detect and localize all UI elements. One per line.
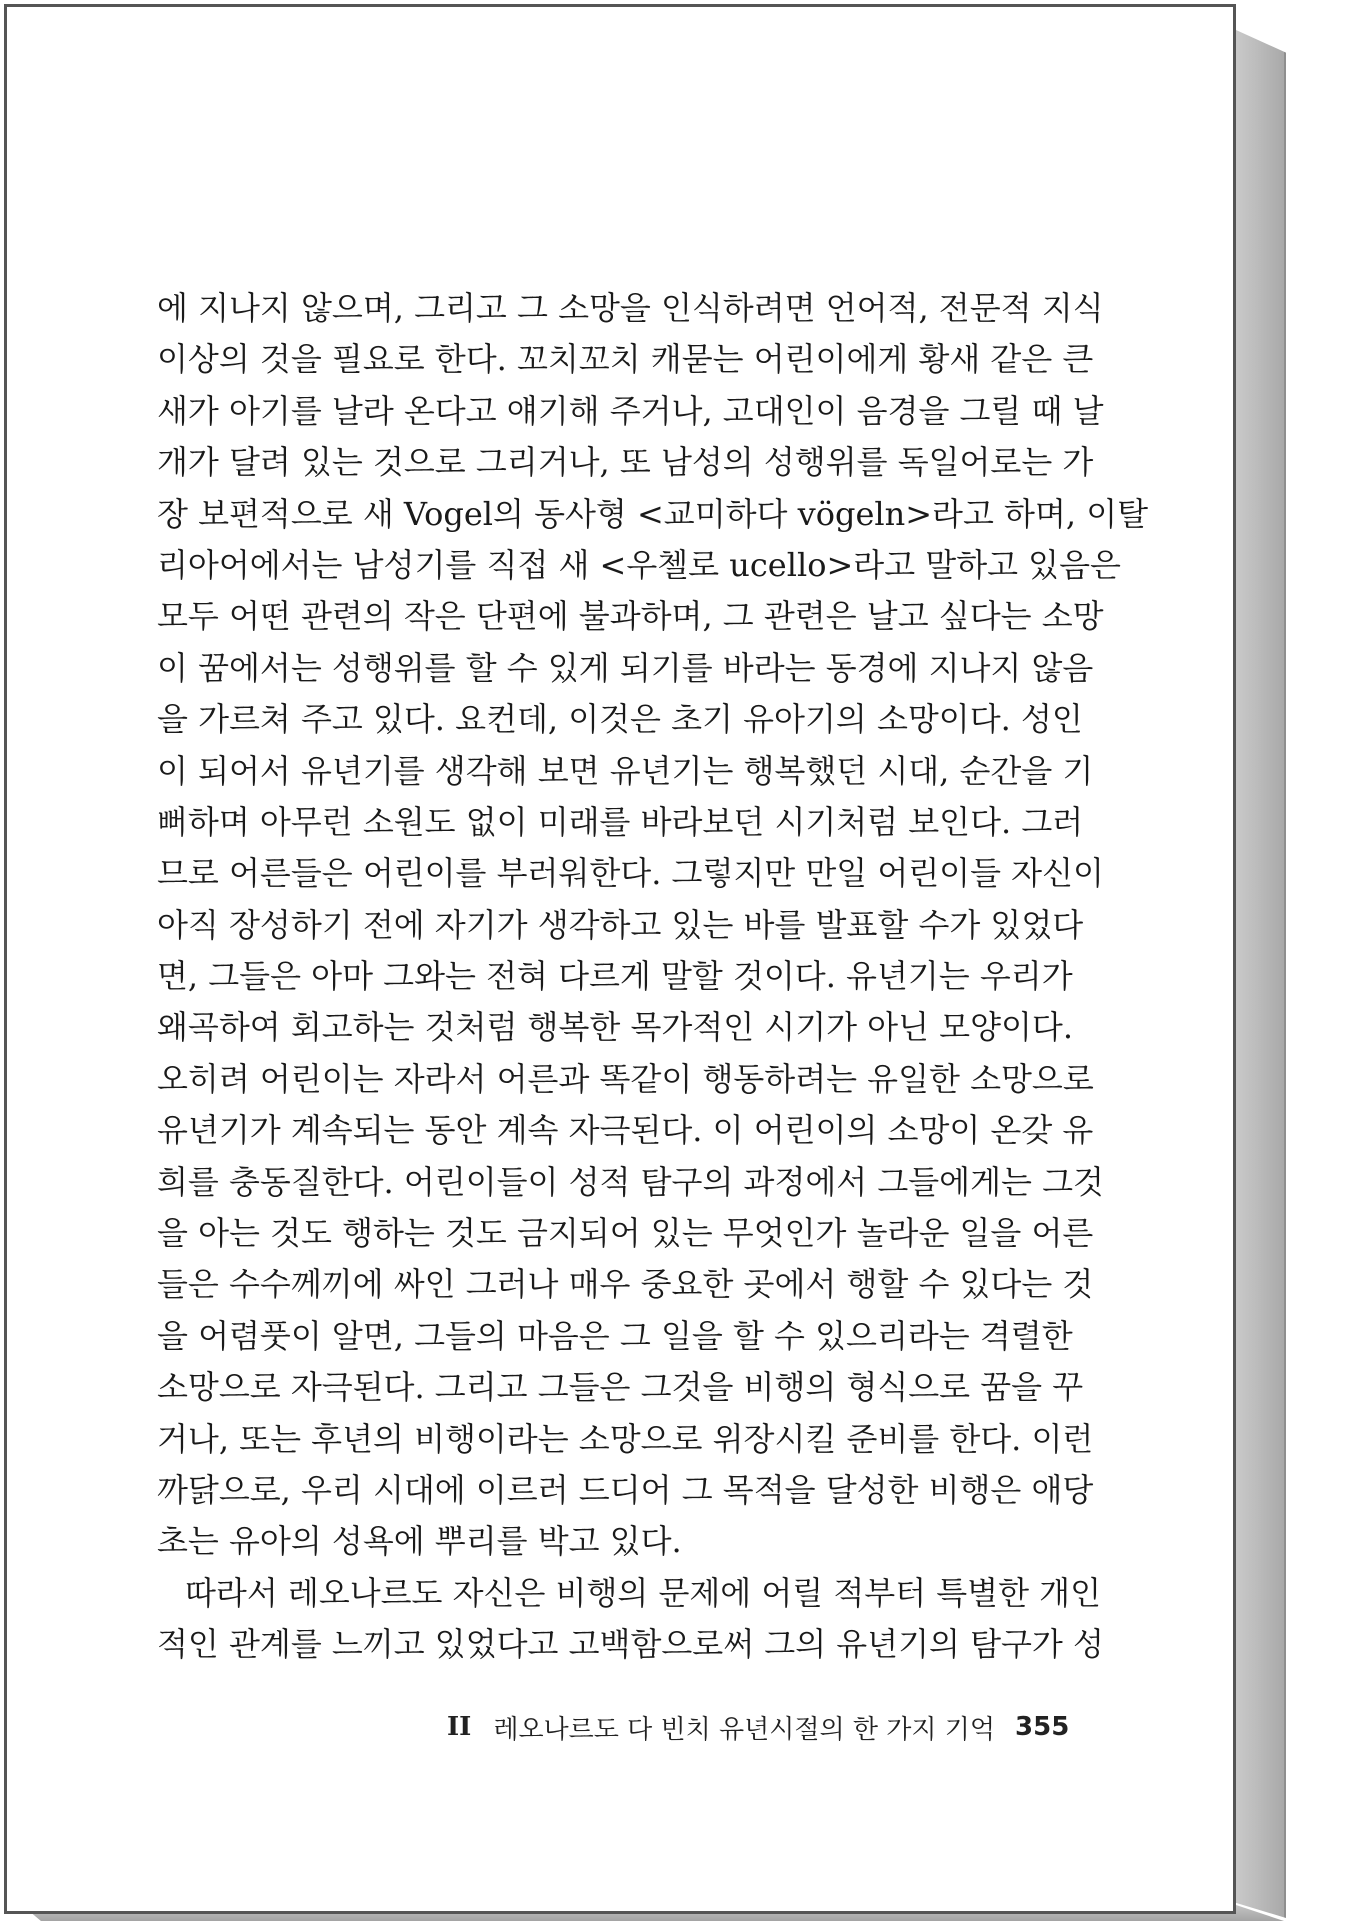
text-line: 적인 관계를 느끼고 있었다고 고백함으로써 그의 유년기의 탐구가 성 — [157, 1625, 1104, 1664]
text-line-paragraph-start: 따라서 레오나르도 자신은 비행의 문제에 어릴 적부터 특별한 개인 — [185, 1573, 1102, 1612]
text-line: 면, 그들은 아마 그와는 전혀 다르게 말할 것이다. 유년기는 우리가 — [157, 957, 1073, 996]
text-line: 을 아는 것도 행하는 것도 금지되어 있는 무엇인가 놀라운 일을 어른 — [157, 1214, 1094, 1253]
text-line: 을 어렴풋이 알면, 그들의 마음은 그 일을 할 수 있으리라는 격렬한 — [157, 1316, 1073, 1355]
text-line: 므로 어른들은 어린이를 부러워한다. 그렇지만 만일 어린이들 자신이 — [157, 854, 1104, 893]
text-line: 개가 달려 있는 것으로 그리거나, 또 남성의 성행위를 독일어로는 가 — [157, 443, 1094, 482]
text-line: 유년기가 계속되는 동안 계속 자극된다. 이 어린이의 소망이 온갖 유 — [157, 1111, 1094, 1150]
page-stack-edge — [1236, 30, 1286, 1918]
text-line: 을 가르쳐 주고 있다. 요컨데, 이것은 초기 유아기의 소망이다. 성인 — [157, 700, 1083, 739]
text-line: 모두 어떤 관련의 작은 단편에 불과하며, 그 관련은 날고 싶다는 소망 — [157, 597, 1104, 636]
text-line: 오히려 어린이는 자라서 어른과 똑같이 행동하려는 유일한 소망으로 — [157, 1059, 1094, 1098]
text-line-paragraph-end: 초는 유아의 성욕에 뿌리를 박고 있다. — [157, 1522, 682, 1561]
book-page — [4, 4, 1236, 1914]
chapter-title: 레오나르도 다 빈치 유년시절의 한 가지 기억 — [493, 1714, 996, 1745]
text-line: 장 보편적으로 새 Vogel의 동사형 <교미하다 vögeln>라고 하며, 이탈 — [157, 494, 1149, 533]
text-line: 새가 아기를 날라 온다고 얘기해 주거나, 고대인이 음경을 그릴 때 날 — [157, 391, 1104, 430]
text-line: 희를 충동질한다. 어린이들이 성적 탐구의 과정에서 그들에게는 그것 — [157, 1162, 1104, 1201]
text-line: 아직 장성하기 전에 자기가 생각하고 있는 바를 발표할 수가 있었다 — [157, 905, 1084, 944]
text-line: 소망으로 자극된다. 그리고 그들은 그것을 비행의 형식으로 꿈을 꾸 — [157, 1368, 1084, 1407]
running-footer — [447, 1707, 1070, 1747]
text-line: 들은 수수께끼에 싸인 그러나 매우 중요한 곳에서 행할 수 있다는 것 — [157, 1265, 1094, 1304]
text-line: 까닭으로, 우리 시대에 이르러 드디어 그 목적을 달성한 비행은 애당 — [157, 1470, 1094, 1509]
text-line: 왜곡하여 회고하는 것처럼 행복한 목가적인 시기가 아닌 모양이다. — [157, 1008, 1074, 1047]
text-line: 뻐하며 아무런 소원도 없이 미래를 바라보던 시기처럼 보인다. 그러 — [157, 802, 1084, 841]
page-number: 355 — [1015, 1712, 1070, 1742]
body-text — [157, 283, 1149, 1671]
text-line: 이 되어서 유년기를 생각해 보면 유년기는 행복했던 시대, 순간을 기 — [157, 751, 1094, 790]
chapter-number: II — [447, 1712, 472, 1742]
text-line: 이 꿈에서는 성행위를 할 수 있게 되기를 바라는 동경에 지나지 않음 — [157, 648, 1094, 687]
text-line: 이상의 것을 필요로 한다. 꼬치꼬치 캐묻는 어린이에게 황새 같은 큰 — [157, 340, 1094, 379]
text-line: 에 지나지 않으며, 그리고 그 소망을 인식하려면 언어적, 전문적 지식 — [157, 289, 1104, 327]
text-line: 리아어에서는 남성기를 직접 새 <우첼로 ucello>라고 말하고 있음은 — [157, 545, 1121, 584]
text-line: 거나, 또는 후년의 비행이라는 소망으로 위장시킬 준비를 한다. 이런 — [157, 1419, 1094, 1458]
